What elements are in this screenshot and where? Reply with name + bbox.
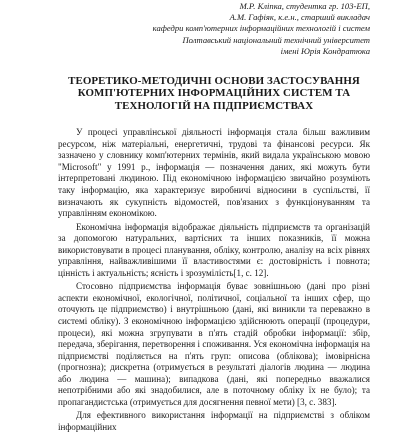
author-line-1: М.Р. Кліпка, студентка гр. 103-ЕП, xyxy=(239,1,370,11)
paper-title xyxy=(58,75,370,112)
paper-body xyxy=(58,127,370,433)
paragraph-4: Для ефективного використання інформації на підприємстві з обліком інформаційних xyxy=(58,410,370,432)
title-line-3: ТЕХНОЛОГІЙ НА ПІДПРИЄМСТВАХ xyxy=(114,99,314,112)
author-block xyxy=(58,1,370,57)
title-line-1: ТЕОРЕТИКО-МЕТОДИЧНІ ОСНОВИ ЗАСТОСУВАННЯ xyxy=(68,75,360,88)
title-line-2: КОМП'ЮТЕРНИХ ІНФОРМАЦІЙНИХ СИСТЕМ ТА xyxy=(77,87,351,100)
affiliation-line-2: Полтавський національний технічний університет xyxy=(182,34,370,45)
paragraph-1: У процесі управлінської діяльності інформація стала більш важливим ресурсом, ніж матеріальні, енергетичні, трудові та фінансові ресурси. Як зазначено у словнику комп'ютерних термінів, який видала українською мовою "Microsoft" у 1991 р., інформація — позначення даних, які можуть бути інтерпретовані людиною. Під економічною інформацією звичайно розуміють таку інформацію, яка характеризує виробничі відносини в суспільстві, її визначають як сукупність відомостей, пов'язаних з функціонуванням та управлінням економікою. xyxy=(58,127,370,219)
author-line-2: А.М. Гафіяк, к.е.н., старший викладач xyxy=(229,12,370,23)
paragraph-3: Стосовно підприємства інформація буває зовнішньою (дані про різні аспекти економічної, екологічної, політичної, соціальної та інших сфер, що оточують це підприємство) і внутрішньою (дані, які виникли та переважно в системі обліку). З економічною інформацією здійснюють операції (процедури, процеси), які можна згрупувати в п'ять стадій обробки інформації: збір, передача, зберігання, перетворення і споживання. Уся економічна інформація на підприємстві поділяється на п'ять груп: описова (облікова); імовірнісна (прогнозна); дискретна (отримується в результаті діалогів людина — людина або людина — машина); випадкова (дані, які попередньо вважалися непотрібними або які знадобилися, але в поточному обліку їх не було); та пропагандистська (отримується для досягнення певної мети) [3, с. 383]. xyxy=(58,281,370,407)
paragraph-2: Економічна інформація відображає діяльність підприємств та організацій за допомогою натуральних, вартісних та інших показників, її можна використовувати в процесі планування, обліку, контролю, аналізу на всіх рівнях управління, найважливішими її властивостями є: достовірність і повнота; цінність і актуальність; ясність і зрозумілість[1, с. 12]. xyxy=(58,221,370,278)
affiliation-line-1: кафедри комп'ютерних інформаційних технологій і систем xyxy=(152,23,370,34)
affiliation-line-3: імені Юрія Кондратюка xyxy=(280,45,370,56)
